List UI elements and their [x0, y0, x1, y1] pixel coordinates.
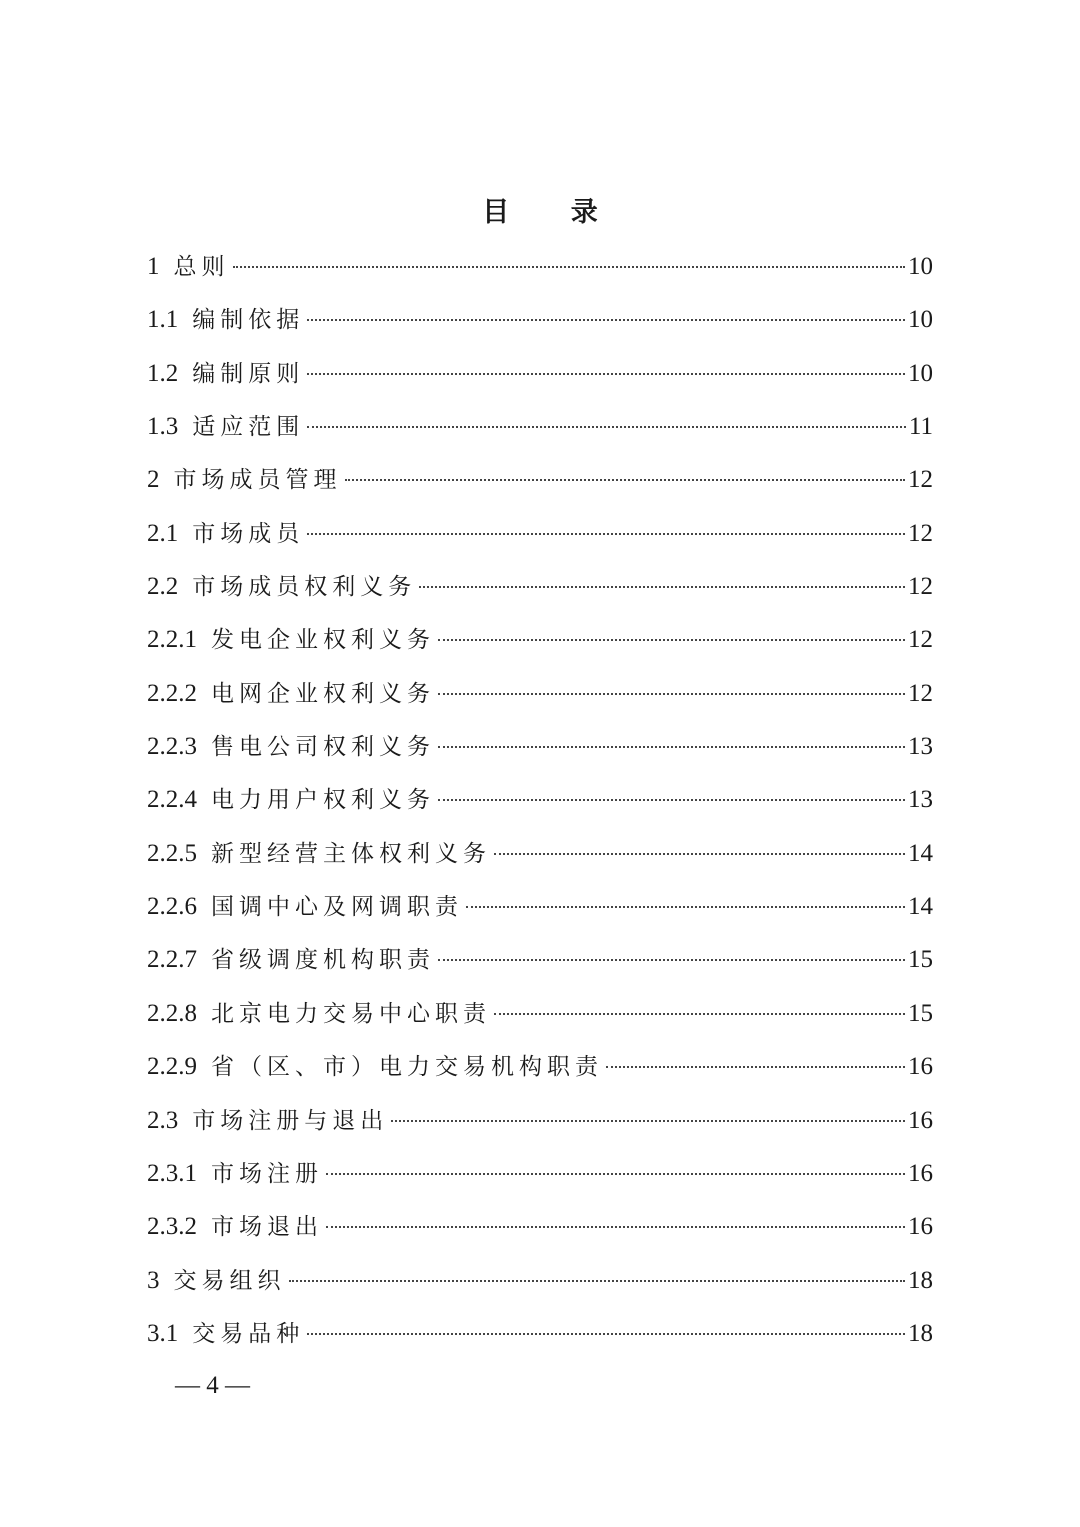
- entry-page: 10: [908, 359, 933, 387]
- entry-title: 电网企业权利义务: [211, 680, 435, 707]
- entry-number: 2.2.8: [147, 999, 197, 1027]
- entry-number: 2.2.9: [147, 1053, 197, 1081]
- toc-entry[interactable]: [147, 1040, 933, 1093]
- entry-number: 2: [147, 466, 160, 494]
- toc-entry[interactable]: [147, 507, 933, 560]
- dot-leader: [307, 533, 905, 535]
- entry-page: 12: [908, 519, 933, 547]
- entry-number: 2.3.1: [147, 1159, 197, 1187]
- entry-title: 总则: [173, 254, 230, 280]
- dot-leader: [466, 906, 905, 908]
- toc-entry[interactable]: [147, 347, 933, 400]
- entry-title: 编制原则: [192, 360, 305, 387]
- toc-entry[interactable]: [147, 987, 933, 1040]
- dot-leader: [494, 853, 905, 855]
- entry-page: 18: [908, 1266, 933, 1294]
- entry-page: 12: [908, 679, 933, 707]
- entry-number: 2.1: [147, 519, 179, 547]
- entry-title: 市场成员: [192, 520, 305, 547]
- entry-number: 3.1: [147, 1319, 179, 1347]
- toc-entry[interactable]: [147, 1307, 933, 1360]
- entry-page: 16: [908, 1053, 933, 1081]
- dot-leader: [326, 1226, 905, 1228]
- toc-entry[interactable]: [147, 400, 933, 453]
- entry-title: 电力用户权利义务: [211, 787, 435, 814]
- dot-leader: [494, 1013, 905, 1015]
- dot-leader: [307, 426, 906, 428]
- entry-page: 12: [908, 466, 933, 494]
- toc-entry[interactable]: [147, 773, 933, 826]
- entry-number: 2.2.1: [147, 626, 197, 654]
- entry-title: 市场退出: [211, 1214, 323, 1241]
- toc-entry[interactable]: [147, 1147, 933, 1200]
- entry-title: 发电企业权利义务: [211, 627, 435, 654]
- entry-number: 2.2.6: [147, 893, 197, 921]
- toc-entry[interactable]: [147, 613, 933, 666]
- toc-entry[interactable]: [147, 560, 933, 613]
- entry-title: 国调中心及网调职责: [211, 894, 463, 921]
- toc-entry[interactable]: [147, 1200, 933, 1253]
- entry-page: 16: [908, 1106, 933, 1134]
- entry-title: 省（区、市）电力交易机构职责: [211, 1054, 603, 1081]
- entry-page: 18: [908, 1319, 933, 1347]
- entry-title: 市场注册与退出: [192, 1107, 389, 1134]
- toc-entry[interactable]: [147, 240, 933, 293]
- dot-leader: [233, 266, 906, 268]
- entry-title: 市场注册: [211, 1160, 323, 1187]
- dot-leader: [438, 639, 905, 641]
- entry-number: 2.2.2: [147, 679, 197, 707]
- entry-title: 省级调度机构职责: [211, 947, 435, 974]
- entry-title: 市场成员权利义务: [192, 574, 417, 601]
- entry-title: 北京电力交易中心职责: [211, 1000, 491, 1027]
- toc-entry[interactable]: [147, 880, 933, 933]
- dot-leader: [438, 693, 905, 695]
- dot-leader: [345, 479, 906, 481]
- dot-leader: [326, 1173, 905, 1175]
- entry-page: 15: [908, 946, 933, 974]
- dot-leader: [289, 1280, 906, 1282]
- toc-entry[interactable]: [147, 933, 933, 986]
- entry-page: 12: [908, 626, 933, 654]
- entry-number: 2.2.7: [147, 946, 197, 974]
- entry-number: 2.3.2: [147, 1213, 197, 1241]
- page-number: — 4 —: [175, 1372, 250, 1399]
- toc-entry[interactable]: [147, 827, 933, 880]
- dot-leader: [438, 959, 905, 961]
- entry-number: 2.2: [147, 573, 179, 601]
- toc-title: 目 录: [482, 197, 624, 228]
- entry-number: 2.3: [147, 1106, 179, 1134]
- entry-page: 13: [908, 733, 933, 761]
- dot-leader: [438, 746, 905, 748]
- entry-number: 1.1: [147, 306, 179, 334]
- dot-leader: [307, 1333, 905, 1335]
- entry-page: 13: [908, 786, 933, 814]
- toc-entry[interactable]: [147, 667, 933, 720]
- entry-number: 2.2.4: [147, 786, 197, 814]
- dot-leader: [419, 586, 905, 588]
- toc-entry[interactable]: [147, 453, 933, 506]
- entry-number: 2.2.5: [147, 839, 197, 867]
- entry-page: 11: [908, 413, 933, 441]
- dot-leader: [391, 1120, 905, 1122]
- entry-title: 适应范围: [192, 414, 305, 441]
- toc-entry[interactable]: [147, 720, 933, 773]
- entry-title: 售电公司权利义务: [211, 734, 435, 761]
- entry-page: 10: [908, 306, 933, 334]
- dot-leader: [606, 1066, 905, 1068]
- entry-title: 编制依据: [192, 307, 305, 334]
- entry-page: 14: [908, 893, 933, 921]
- entry-page: 12: [908, 573, 933, 601]
- entry-page: 16: [908, 1159, 933, 1187]
- toc-entry[interactable]: [147, 293, 933, 346]
- entry-page: 14: [908, 839, 933, 867]
- entry-number: 1: [147, 253, 160, 280]
- dot-leader: [307, 373, 905, 375]
- entry-title: 交易组织: [173, 1267, 286, 1294]
- entry-title: 新型经营主体权利义务: [211, 840, 491, 867]
- entry-title: 交易品种: [192, 1320, 305, 1347]
- entry-title: 市场成员管理: [173, 467, 342, 494]
- entry-page: 10: [908, 253, 933, 280]
- entry-page: 15: [908, 999, 933, 1027]
- entry-number: 3: [147, 1266, 160, 1294]
- entry-number: 1.3: [147, 413, 179, 441]
- toc-entry[interactable]: [147, 1094, 933, 1147]
- entry-number: 1.2: [147, 359, 179, 387]
- entry-number: 2.2.3: [147, 733, 197, 761]
- entry-page: 16: [908, 1213, 933, 1241]
- dot-leader: [307, 319, 905, 321]
- dot-leader: [438, 799, 905, 801]
- toc-entry[interactable]: [147, 1254, 933, 1307]
- table-of-contents: [147, 240, 933, 1360]
